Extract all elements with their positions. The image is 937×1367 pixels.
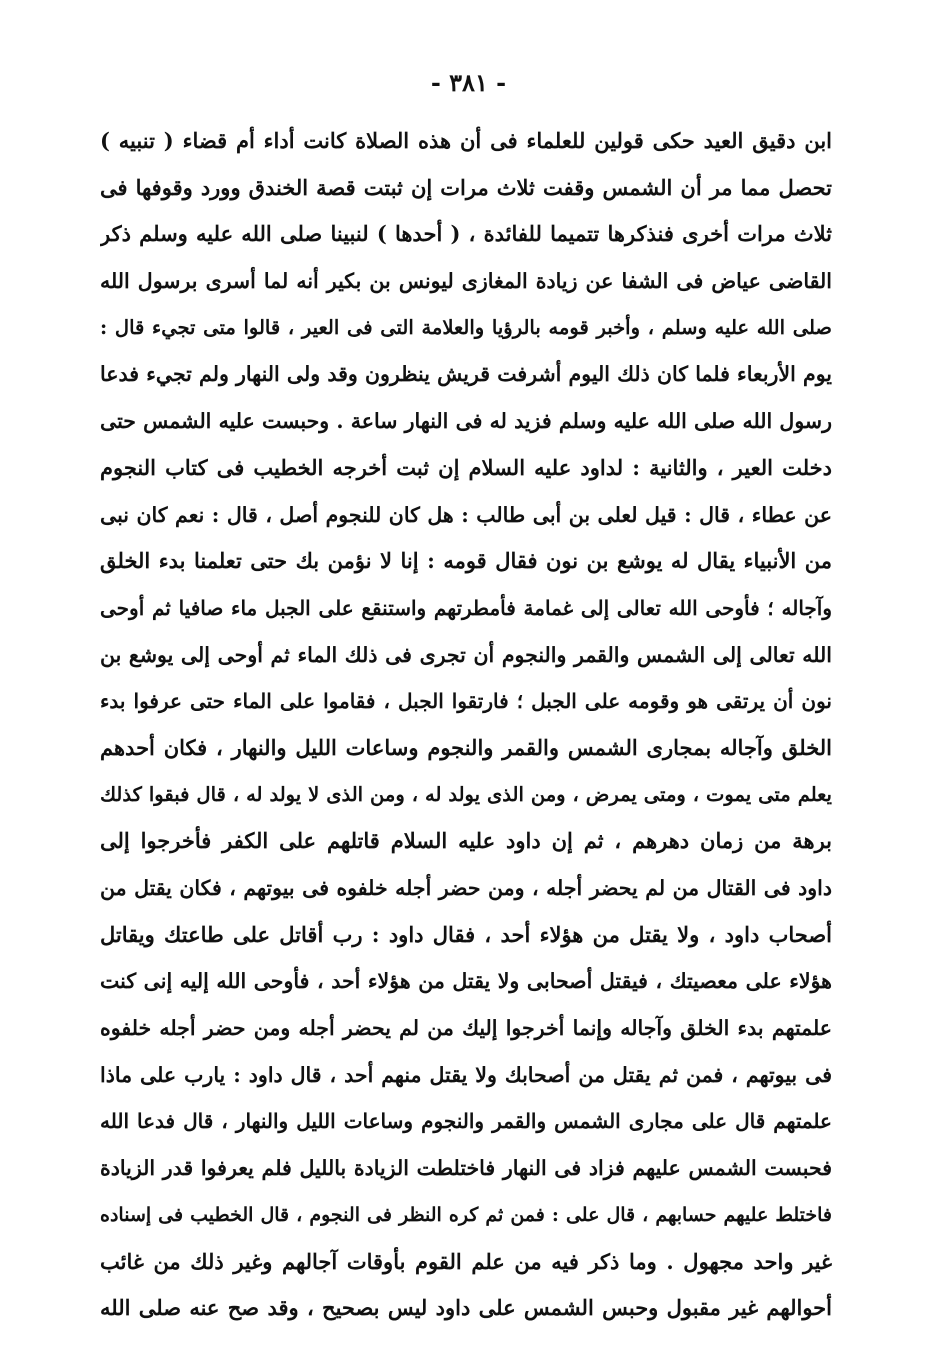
- text-line: يوم الأربعاء فلما كان ذلك اليوم أشرفت قريش ينظرون وقد ولى النهار ولم تجيء فدعا: [100, 362, 832, 387]
- text-line: أصحاب داود ، ولا يقتل من هؤلاء أحد ، فقال داود : رب أقاتل على طاعتك ويقاتل: [100, 921, 832, 947]
- text-line: فاختلط عليهم حسابهم ، قال على : فمن ثم كره النظر فى النجوم ، قال الخطيب فى إسناده: [100, 1203, 832, 1226]
- text-line: أحوالهم غير مقبول وحبس الشمس على داود ليس بصحيح ، وقد صح عنه صلى الله: [100, 1295, 832, 1321]
- body-text: [100, 118, 832, 1332]
- text-line: غير واحد مجهول . وما ذكر فيه من علم القوم بأوقات آجالهم وغير ذلك من غائب: [100, 1248, 832, 1274]
- text-line: علمتهم بدء الخلق وآجاله وإنما أخرجوا إليك من لم يحضر أجله ومن حضر أجله خلفوه: [100, 1016, 832, 1041]
- text-line: علمتهم قال على مجارى الشمس والقمر والنجوم وساعات الليل والنهار ، قال فدعا الله: [100, 1109, 832, 1134]
- text-line: نون أن يرتقى هو وقومه على الجبل ؛ فارتقوا الجبل ، فقاموا على الماء حتى عرفوا بدء: [100, 689, 832, 714]
- page-number: - ٣٨١ -: [430, 68, 507, 97]
- text-line: القاضى عياض فى الشفا عن زيادة المغازى ليونس بن بكير أنه لما أسرى برسول الله: [100, 269, 832, 294]
- text-line: دخلت العير ، والثانية : لداود عليه السلام إن ثبت أخرجه الخطيب فى كتاب النجوم: [100, 454, 832, 480]
- text-line: ابن دقيق العيد حكى قولين للعلماء فى أن هذه الصلاة كانت أداء أم قضاء ( تنبيه ): [100, 128, 832, 153]
- text-line: رسول الله صلى الله عليه وسلم فزيد له فى النهار ساعة . وحبست عليه الشمس حتى: [100, 409, 832, 434]
- text-line: يعلم متى يموت ، ومتى يمرض ، ومن الذى يولد له ، ومن الذى لا يولد له ، قال فبقوا كذلك: [100, 782, 832, 806]
- text-line: تحصل مما مر أن الشمس وقفت ثلاث مرات إن ثبتت قصة الخندق وورد وقوفها فى: [100, 174, 832, 200]
- text-line: الله تعالى إلى الشمس والقمر والنجوم أن تجرى فى ذلك الماء ثم أوحى إلى يوشع بن: [100, 642, 832, 667]
- text-line: عن عطاء ، قال : قيل لعلى بن أبى طالب : هل كان للنجوم أصل ، قال : نعم كان نبى: [100, 502, 832, 527]
- text-line: برهة من زمان دهرهم ، ثم إن داود عليه السلام قاتلهم على الكفر فأخرجوا إلى: [100, 828, 832, 854]
- text-line: هؤلاء على معصيتك ، فيقتل أصحابى ولا يقتل من هؤلاء أحد ، فأوحى الله إليه إنى كنت: [100, 969, 832, 994]
- text-line: صلى الله عليه وسلم ، وأخبر قومه بالرؤيا والعلامة التى فى العير ، قالوا متى تجيء قال :: [100, 315, 832, 339]
- text-line: من الأنبياء يقال له يوشع بن نون فقال قومه : إنا لا نؤمن بك حتى تعلمنا بدء الخلق: [100, 548, 832, 574]
- text-line: وآجاله ؛ فأوحى الله تعالى إلى غمامة فأمطرتهم واستنقع على الجبل ماء صافيا ثم أوحى: [100, 595, 832, 620]
- text-line: فى بيوتهم ، فمن ثم يقتل من أصحابك ولا يقتل منهم أحد ، قال داود : يارب على ماذا: [100, 1062, 832, 1087]
- text-line: الخلق وآجاله بمجارى الشمس والقمر والنجوم وساعات الليل والنهار ، فكان أحدهم: [100, 734, 832, 760]
- text-line: فحبست الشمس عليهم فزاد فى النهار فاختلطت الزيادة بالليل فلم يعرفوا قدر الزيادة: [100, 1156, 832, 1181]
- text-line: داود فى القتال من لم يحضر أجله ، ومن حضر أجله خلفوه فى بيوتهم ، فكان يقتل من: [100, 876, 832, 900]
- text-line: ثلاث مرات أخرى فنذكرها تتميما للفائدة ، ( أحدها ) لنبينا صلى الله عليه وسلم ذكر: [100, 221, 832, 247]
